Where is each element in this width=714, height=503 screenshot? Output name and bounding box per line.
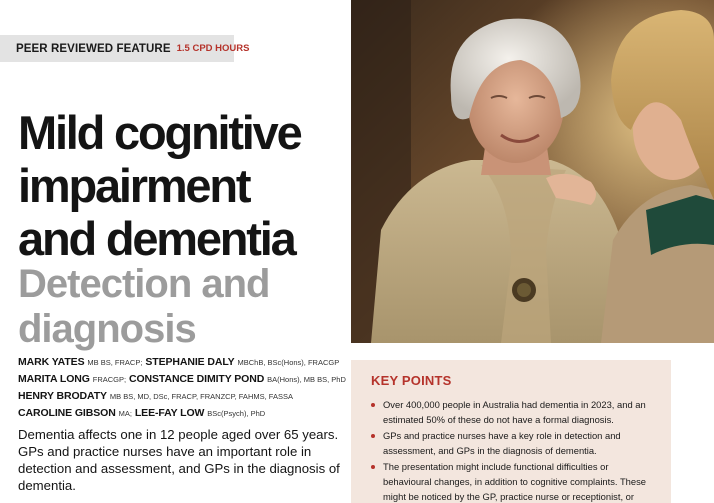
bullet-dot-icon — [371, 403, 375, 407]
cpd-hours-label: 1.5 CPD HOURS — [176, 43, 250, 54]
author-name: MARK YATES — [18, 356, 85, 368]
feature-banner — [0, 35, 250, 62]
key-point-text: The presentation might include functional difficulties or behavioural changes, in addition to cognitive complaints. These might be noticed by the GP, practice nurse or receptionist, or — [383, 461, 647, 502]
subtitle-line: diagnosis — [18, 307, 196, 351]
author-line — [18, 371, 358, 388]
key-points-title: KEY POINTS — [371, 373, 452, 388]
list-item — [371, 460, 659, 503]
bullet-dot-icon — [371, 434, 375, 438]
author-list — [18, 354, 358, 422]
photo-illustration — [351, 0, 714, 343]
feature-label: PEER REVIEWED FEATURE — [16, 42, 171, 55]
author-name: HENRY BRODATY — [18, 390, 107, 402]
key-points-list — [371, 398, 659, 503]
key-point-text: GPs and practice nurses have a key role in detection and assessment, and GPs in the diagnosis of dementia. — [383, 430, 621, 456]
author-line — [18, 354, 358, 371]
key-points-box — [351, 360, 671, 503]
article-subtitle — [18, 262, 348, 352]
author-credentials: MB BS, FRACP; — [87, 358, 143, 367]
list-item — [371, 398, 659, 427]
author-name: LEE-FAY LOW — [134, 407, 205, 419]
author-credentials: MA; — [118, 409, 132, 418]
key-point-text: Over 400,000 people in Australia had dementia in 2023, and an estimated 50% of these do not have a formal diagnosis. — [383, 399, 646, 425]
title-line: Mild cognitive — [18, 106, 301, 159]
article-title — [18, 106, 348, 265]
author-name: CAROLINE GIBSON — [18, 407, 116, 419]
author-name: MARITA LONG — [18, 373, 90, 385]
author-credentials: BA(Hons), MB BS, PhD — [267, 375, 346, 384]
author-line — [18, 388, 358, 405]
bullet-dot-icon — [371, 465, 375, 469]
title-line: impairment — [18, 159, 250, 212]
author-line — [18, 405, 358, 422]
author-credentials: BSc(Psych), PhD — [207, 409, 266, 418]
author-name: CONSTANCE DIMITY POND — [129, 373, 265, 385]
intro-paragraph: Dementia affects one in 12 people aged over 65 years. GPs and practice nurses have an important role in detection and assessment, and GPs in the diagnosis of dementia. — [18, 427, 340, 493]
author-credentials: MBChB, BSc(Hons), FRACGP — [237, 358, 340, 367]
list-item — [371, 429, 659, 458]
author-credentials: FRACGP; — [92, 375, 127, 384]
feature-photo — [351, 0, 714, 343]
author-name: STEPHANIE DALY — [145, 356, 235, 368]
title-line: and dementia — [18, 212, 295, 265]
author-credentials: MB BS, MD, DSc, FRACP, FRANZCP, FAHMS, FASSA — [109, 392, 293, 401]
subtitle-line: Detection and — [18, 262, 270, 306]
